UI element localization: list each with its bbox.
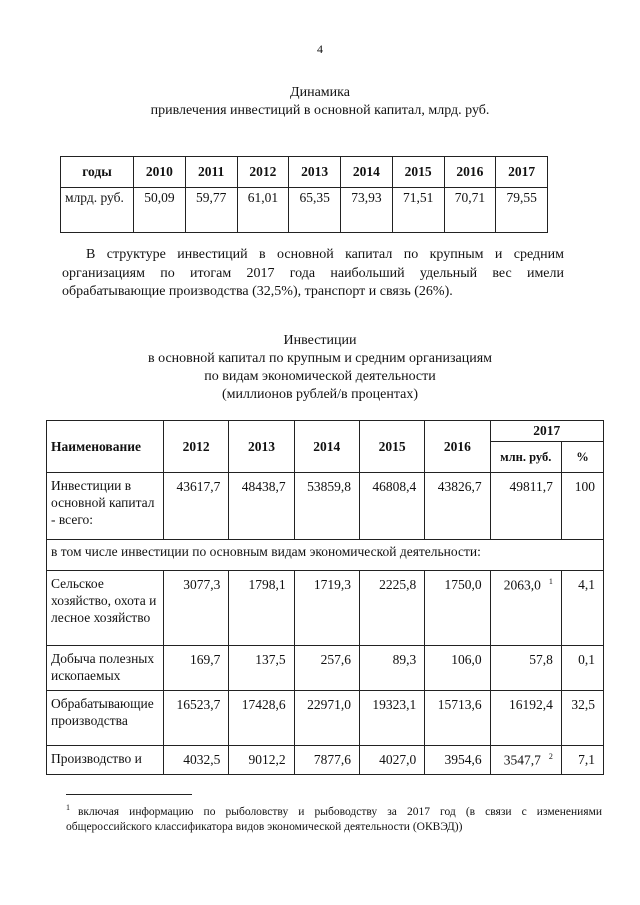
value-text: 3547,7	[503, 752, 541, 768]
year-header: 2012	[164, 421, 229, 473]
value-cell: 16192,4	[490, 691, 561, 746]
subheader-pct: %	[561, 442, 603, 473]
value-cell: 22971,0	[294, 691, 359, 746]
table1-title-line2: привлечения инвестиций в основной капитал, млрд. руб.	[150, 103, 490, 118]
percent-cell: 100	[561, 473, 603, 540]
value-cell: 169,7	[164, 646, 229, 691]
value-cell: 59,77	[185, 188, 237, 233]
table-row	[47, 571, 604, 646]
row-name: Инвестиции в основной капитал - всего:	[47, 473, 164, 540]
value-cell: 3954,6	[425, 746, 490, 775]
row-name: Добыча полезных ископаемых	[47, 646, 164, 691]
investment-dynamics-table	[60, 156, 548, 233]
value-cell: 7877,6	[294, 746, 359, 775]
year-header: 2014	[294, 421, 359, 473]
value-cell: 137,5	[229, 646, 294, 691]
footnote-marker: 1	[548, 577, 553, 586]
row-name: Производство и	[47, 746, 164, 775]
page-number: 4	[317, 42, 323, 56]
year-header: 2014	[341, 157, 393, 188]
table1-title	[0, 84, 640, 120]
value-cell: 4027,0	[359, 746, 424, 775]
value-cell: 48438,7	[229, 473, 294, 540]
footnote-marker: 2	[548, 752, 553, 761]
value-cell: 89,3	[359, 646, 424, 691]
value-cell: 1750,0	[425, 571, 490, 646]
value-cell: 43826,7	[425, 473, 490, 540]
value-cell: 46808,4	[359, 473, 424, 540]
year-header: 2015	[359, 421, 424, 473]
value-cell: 73,93	[341, 188, 393, 233]
table-span-row	[47, 540, 604, 571]
row-name: Обрабатывающие производства	[47, 691, 164, 746]
table2-title-line2: в основной капитал по крупным и средним организациям	[147, 351, 492, 366]
percent-cell: 32,5	[561, 691, 603, 746]
value-cell-with-footnote	[490, 571, 561, 646]
footnote	[66, 800, 602, 835]
value-cell: 53859,8	[294, 473, 359, 540]
value-cell: 4032,5	[164, 746, 229, 775]
year-header: 2013	[229, 421, 294, 473]
table2-title-line1: Инвестиции	[283, 333, 357, 348]
paragraph-text: В структуре инвестиций в основной капитал по крупным и средним организациям по итогам 2017 года наибольший удельный вес имели обрабатывающие производства (32,5%), транспорт и связь (26%).	[62, 247, 564, 299]
value-cell: 1798,1	[229, 571, 294, 646]
table-header-row	[61, 157, 548, 188]
table1-title-line1: Динамика	[290, 85, 350, 100]
span-row-text: в том числе инвестиции по основным видам экономической деятельности:	[47, 540, 604, 571]
value-cell: 2225,8	[359, 571, 424, 646]
footnote-marker: 1	[66, 803, 70, 812]
table-header-row	[47, 421, 604, 442]
table-row	[47, 746, 604, 775]
value-cell: 19323,1	[359, 691, 424, 746]
value-cell: 61,01	[237, 188, 289, 233]
value-cell: 9012,2	[229, 746, 294, 775]
value-cell: 43617,7	[164, 473, 229, 540]
value-cell: 16523,7	[164, 691, 229, 746]
year-header: 2012	[237, 157, 289, 188]
value-cell: 3077,3	[164, 571, 229, 646]
structure-paragraph	[62, 246, 564, 302]
investment-by-activity-table	[46, 420, 604, 775]
year-header: 2015	[392, 157, 444, 188]
year-header: 2011	[185, 157, 237, 188]
value-cell-with-footnote	[490, 746, 561, 775]
row-name: Сельское хозяйство, охота и лесное хозяйство	[47, 571, 164, 646]
value-text: 2063,0	[503, 577, 541, 593]
value-cell: 50,09	[134, 188, 186, 233]
table-row	[47, 691, 604, 746]
year-header-2017: 2017	[490, 421, 603, 442]
value-cell: 106,0	[425, 646, 490, 691]
subheader-mln: млн. руб.	[490, 442, 561, 473]
year-header: 2017	[496, 157, 548, 188]
table-row	[47, 646, 604, 691]
value-cell: 15713,6	[425, 691, 490, 746]
table2-title-line3: по видам экономической деятельности	[204, 369, 436, 384]
header-cell-years: годы	[61, 157, 134, 188]
table-row	[47, 473, 604, 540]
value-cell: 17428,6	[229, 691, 294, 746]
table-row	[61, 188, 548, 233]
percent-cell: 7,1	[561, 746, 603, 775]
footnote-divider	[66, 794, 192, 795]
value-cell: 65,35	[289, 188, 341, 233]
value-cell: 257,6	[294, 646, 359, 691]
table2-title-line4: (миллионов рублей/в процентах)	[221, 387, 419, 402]
row-label: млрд. руб.	[61, 188, 134, 233]
value-cell: 79,55	[496, 188, 548, 233]
value-cell: 71,51	[392, 188, 444, 233]
table2-title	[0, 332, 640, 404]
header-cell-name: Наименование	[47, 421, 164, 473]
year-header: 2013	[289, 157, 341, 188]
value-cell: 49811,7	[490, 473, 561, 540]
year-header: 2016	[425, 421, 490, 473]
year-header: 2010	[134, 157, 186, 188]
year-header: 2016	[444, 157, 496, 188]
value-cell: 70,71	[444, 188, 496, 233]
percent-cell: 0,1	[561, 646, 603, 691]
value-cell: 1719,3	[294, 571, 359, 646]
footnote-text: включая информацию по рыболовству и рыбоводству за 2017 год (в связи с изменениями общероссийского классификатора видов экономической деятельности (ОКВЭД))	[66, 805, 602, 833]
percent-cell: 4,1	[561, 571, 603, 646]
value-cell: 57,8	[490, 646, 561, 691]
